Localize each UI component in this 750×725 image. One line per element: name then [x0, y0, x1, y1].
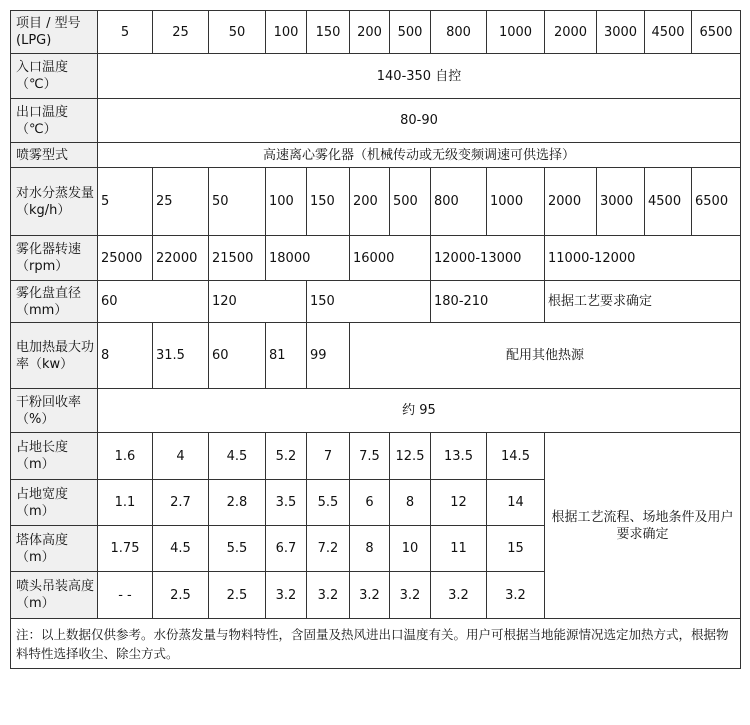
- length-cell: 5.2: [266, 433, 307, 480]
- tower-height-cell: 10: [390, 526, 431, 572]
- length-row: [11, 433, 741, 480]
- atomizer-speed-cell: 22000: [153, 236, 209, 281]
- recovery-row: [11, 389, 741, 433]
- atomizer-speed-cell: 25000: [98, 236, 153, 281]
- tower-height-cell: 15: [487, 526, 545, 572]
- large-models-note: 根据工艺流程、场地条件及用户要求确定: [545, 433, 741, 619]
- length-cell: 4.5: [209, 433, 266, 480]
- evaporation-label: 对水分蒸发量（kg/h）: [11, 168, 98, 236]
- spray-type-label: 喷雾型式: [11, 143, 98, 168]
- model-cell: 800: [431, 11, 487, 54]
- tower-height-label: 塔体高度（m）: [11, 526, 98, 572]
- tower-height-cell: 5.5: [209, 526, 266, 572]
- width-cell: 3.5: [266, 480, 307, 526]
- length-cell: 12.5: [390, 433, 431, 480]
- atomizer-speed-cell: 11000-12000: [545, 236, 741, 281]
- model-cell: 3000: [597, 11, 645, 54]
- model-cell: 25: [153, 11, 209, 54]
- tower-height-cell: 11: [431, 526, 487, 572]
- width-cell: 2.7: [153, 480, 209, 526]
- tower-height-cell: 6.7: [266, 526, 307, 572]
- outlet-temp-value: 80-90: [98, 99, 741, 143]
- recovery-label: 干粉回收率（%）: [11, 389, 98, 433]
- max-power-cell: 31.5: [153, 323, 209, 389]
- hoist-height-cell: 3.2: [390, 572, 431, 619]
- atomizer-speed-row: [11, 236, 741, 281]
- evaporation-cell: 100: [266, 168, 307, 236]
- model-cell: 100: [266, 11, 307, 54]
- width-cell: 8: [390, 480, 431, 526]
- evaporation-cell: 2000: [545, 168, 597, 236]
- hoist-height-cell: 2.5: [209, 572, 266, 619]
- width-cell: 2.8: [209, 480, 266, 526]
- atomizer-speed-cell: 18000: [266, 236, 350, 281]
- evaporation-cell: 3000: [597, 168, 645, 236]
- footnote-row: [11, 619, 741, 669]
- disc-diameter-cell: 60: [98, 281, 209, 323]
- tower-height-cell: 7.2: [307, 526, 350, 572]
- atomizer-speed-cell: 12000-13000: [431, 236, 545, 281]
- disc-diameter-cell: 150: [307, 281, 431, 323]
- width-label: 占地宽度（m）: [11, 480, 98, 526]
- evaporation-cell: 6500: [692, 168, 741, 236]
- recovery-value: 约 95: [98, 389, 741, 433]
- width-cell: 12: [431, 480, 487, 526]
- width-cell: 1.1: [98, 480, 153, 526]
- hoist-height-cell: 3.2: [431, 572, 487, 619]
- max-power-cell: 8: [98, 323, 153, 389]
- evaporation-row: [11, 168, 741, 236]
- model-cell: 200: [350, 11, 390, 54]
- model-cell: 150: [307, 11, 350, 54]
- length-cell: 13.5: [431, 433, 487, 480]
- model-cell: 2000: [545, 11, 597, 54]
- model-cell: 50: [209, 11, 266, 54]
- evaporation-cell: 25: [153, 168, 209, 236]
- hoist-height-label: 喷头吊装高度（m）: [11, 572, 98, 619]
- hoist-height-cell: - -: [98, 572, 153, 619]
- disc-diameter-row: [11, 281, 741, 323]
- evaporation-cell: 4500: [645, 168, 692, 236]
- length-cell: 4: [153, 433, 209, 480]
- model-cell: 500: [390, 11, 431, 54]
- inlet-temp-row: [11, 54, 741, 99]
- width-cell: 5.5: [307, 480, 350, 526]
- inlet-temp-label: 入口温度（℃）: [11, 54, 98, 99]
- model-cell: 1000: [487, 11, 545, 54]
- hoist-height-cell: 3.2: [307, 572, 350, 619]
- length-cell: 14.5: [487, 433, 545, 480]
- length-cell: 1.6: [98, 433, 153, 480]
- evaporation-cell: 5: [98, 168, 153, 236]
- spec-table: [10, 10, 741, 669]
- atomizer-speed-cell: 21500: [209, 236, 266, 281]
- inlet-temp-value: 140-350 自控: [98, 54, 741, 99]
- max-power-cell: 60: [209, 323, 266, 389]
- outlet-temp-row: [11, 99, 741, 143]
- model-cell: 6500: [692, 11, 741, 54]
- hoist-height-cell: 3.2: [266, 572, 307, 619]
- max-power-label: 电加热最大功率（kw）: [11, 323, 98, 389]
- max-power-other: 配用其他热源: [350, 323, 741, 389]
- max-power-row: [11, 323, 741, 389]
- evaporation-cell: 150: [307, 168, 350, 236]
- length-cell: 7.5: [350, 433, 390, 480]
- tower-height-cell: 1.75: [98, 526, 153, 572]
- evaporation-cell: 200: [350, 168, 390, 236]
- disc-diameter-cell: 180-210: [431, 281, 545, 323]
- max-power-cell: 99: [307, 323, 350, 389]
- atomizer-speed-label: 雾化器转速（rpm）: [11, 236, 98, 281]
- hoist-height-cell: 3.2: [487, 572, 545, 619]
- tower-height-cell: 8: [350, 526, 390, 572]
- footnote: 注：以上数据仅供参考。水份蒸发量与物料特性，含固量及热风进出口温度有关。用户可根据当地能源情况选定加热方式，根据物料特性选择收尘、除尘方式。: [11, 619, 741, 669]
- length-label: 占地长度（m）: [11, 433, 98, 480]
- outlet-temp-label: 出口温度（℃）: [11, 99, 98, 143]
- hoist-height-cell: 2.5: [153, 572, 209, 619]
- model-cell: 5: [98, 11, 153, 54]
- evaporation-cell: 1000: [487, 168, 545, 236]
- width-cell: 14: [487, 480, 545, 526]
- model-cell: 4500: [645, 11, 692, 54]
- spray-type-value: 高速离心雾化器（机械传动或无级变频调速可供选择）: [98, 143, 741, 168]
- tower-height-cell: 4.5: [153, 526, 209, 572]
- max-power-cell: 81: [266, 323, 307, 389]
- width-cell: 6: [350, 480, 390, 526]
- length-cell: 7: [307, 433, 350, 480]
- evaporation-cell: 50: [209, 168, 266, 236]
- disc-diameter-cell: 120: [209, 281, 307, 323]
- spray-type-row: [11, 143, 741, 168]
- model-row: [11, 11, 741, 54]
- disc-diameter-cell: 根据工艺要求确定: [545, 281, 741, 323]
- evaporation-cell: 800: [431, 168, 487, 236]
- header-label: 项目 / 型号(LPG): [11, 11, 98, 54]
- atomizer-speed-cell: 16000: [350, 236, 431, 281]
- disc-diameter-label: 雾化盘直径（mm）: [11, 281, 98, 323]
- evaporation-cell: 500: [390, 168, 431, 236]
- hoist-height-cell: 3.2: [350, 572, 390, 619]
